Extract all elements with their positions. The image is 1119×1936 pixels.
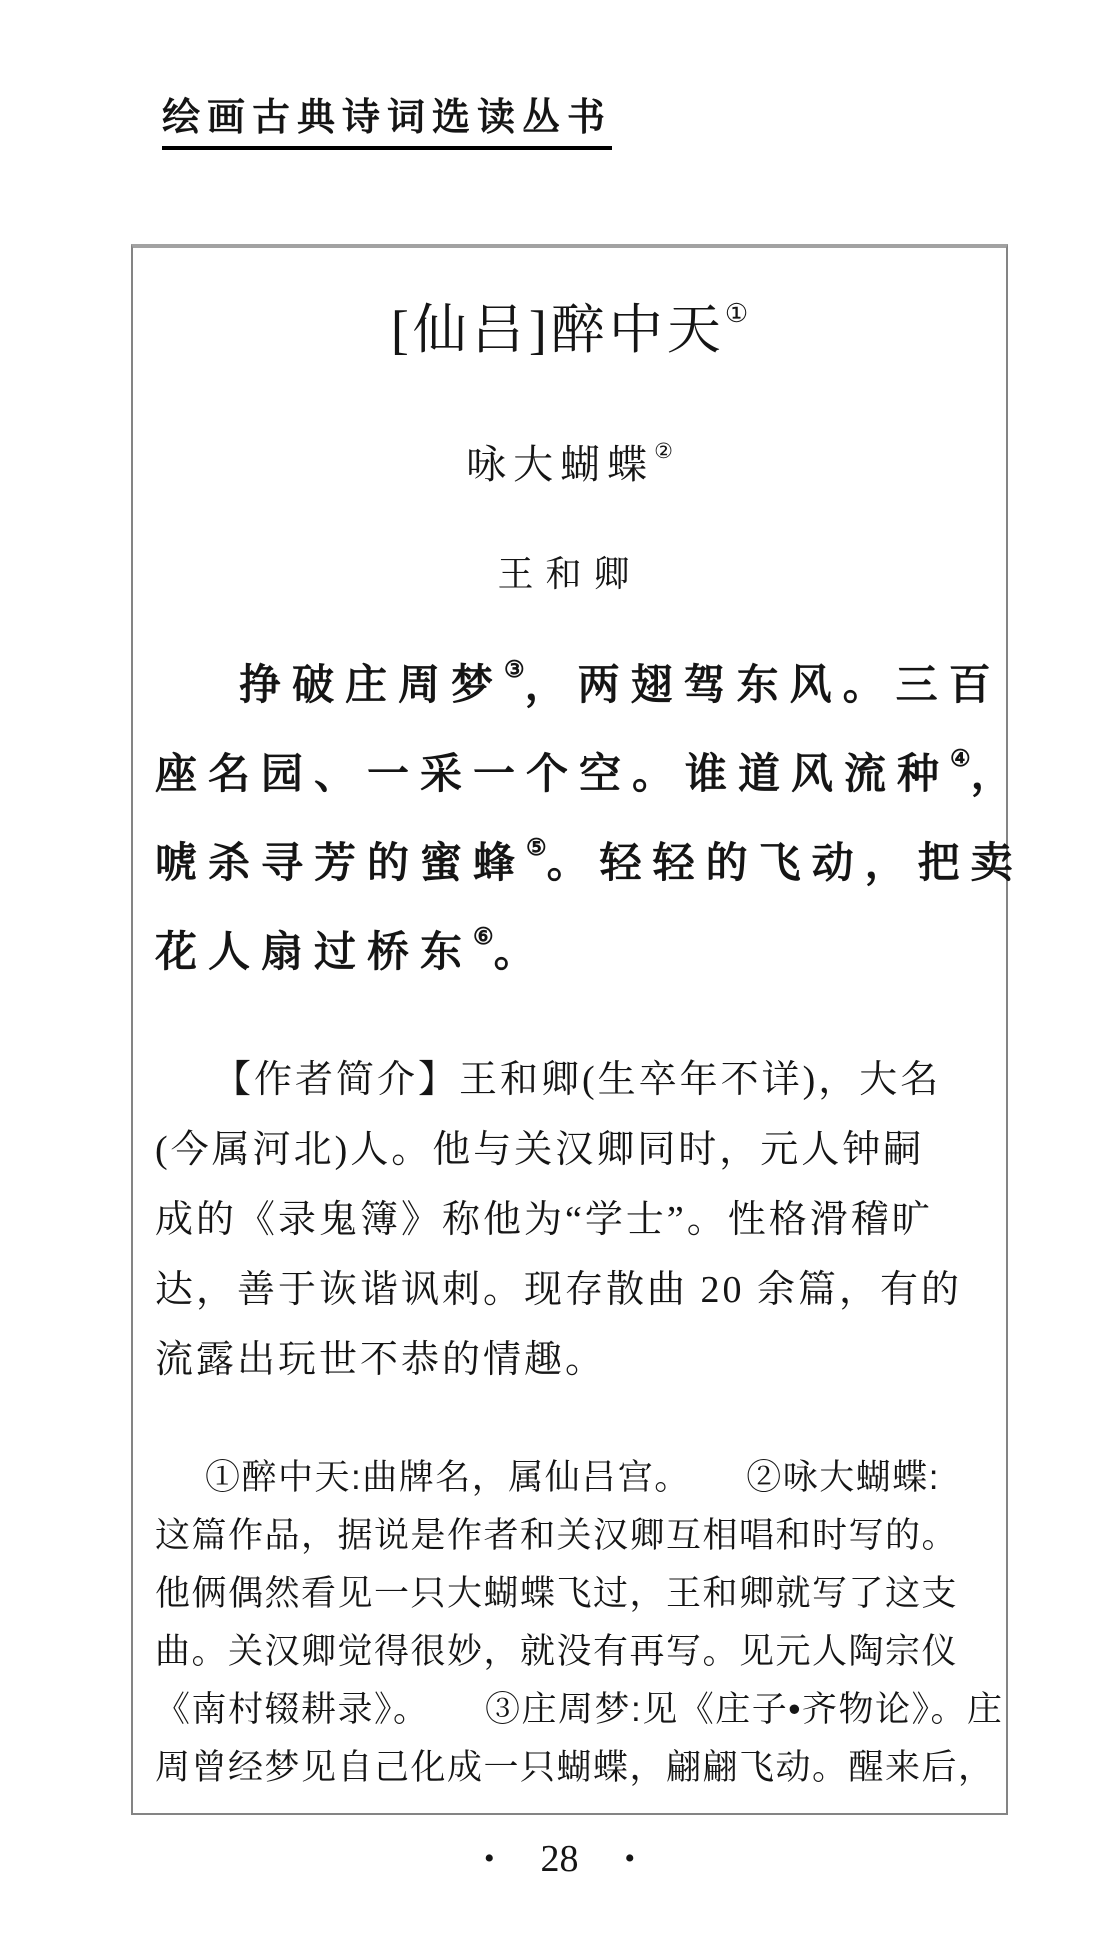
verse-text: 座名园、一采一个空。谁道风流种: [155, 751, 951, 798]
verse-block: [155, 637, 1024, 993]
verse-line: [155, 904, 984, 993]
annotation-line: 这篇作品，据说是作者和关汉卿互相唱和时写的。: [155, 1515, 959, 1555]
annotation-line: 《南村辍耕录》。 ③庄周梦:见《庄子•齐物论》。庄: [155, 1689, 1004, 1729]
verse-text: ，: [970, 751, 1024, 798]
verse-line: [155, 726, 1024, 815]
page-footer: [0, 1837, 1119, 1881]
verse-line: [155, 815, 1024, 904]
verse-text: ，两翅驾东风。三百: [524, 662, 1002, 709]
author-intro-line: 成的《录鬼簿》称他为“学士”。性格滑稽旷: [155, 1198, 933, 1241]
author-intro-line: 流露出玩世不恭的情趣。: [155, 1338, 607, 1381]
annotation-line: ①醉中天:曲牌名，属仙吕宫。 ②咏大蝴蝶:: [205, 1457, 940, 1497]
note-ref-2: ②: [654, 438, 673, 463]
poem-title: [155, 298, 984, 363]
footer-left-dot: •: [483, 1841, 495, 1875]
verse-text: 唬杀寻芳的蜜蜂: [155, 840, 527, 887]
poem-subtitle-text: 咏大蝴蝶: [466, 441, 655, 487]
verse-text: 。轻轻的飞动，把卖: [546, 840, 1024, 887]
annotation-line: 周曾经梦见自己化成一只蝴蝶，翩翩飞动。醒来后，: [155, 1747, 995, 1787]
note-ref-4: ④: [950, 746, 971, 772]
author-intro-line: 达，善于诙谐讽刺。现存散曲 20 余篇，有的: [155, 1268, 963, 1311]
author-intro-line: 【作者简介】王和卿(生卒年不详)，大名: [213, 1058, 942, 1101]
note-ref-6: ⑥: [473, 924, 494, 950]
author-intro-line: (今属河北)人。他与关汉卿同时，元人钟嗣: [155, 1128, 925, 1171]
author-intro-block: [155, 1045, 984, 1395]
annotation-line: 曲。关汉卿觉得很妙，就没有再写。见元人陶宗仪: [155, 1631, 959, 1671]
annotation-line: 他俩偶然看见一只大蝴蝶飞过，王和卿就写了这支: [155, 1573, 959, 1613]
note-ref-3: ③: [504, 657, 525, 683]
footer-right-dot: •: [624, 1841, 636, 1875]
verse-text: 挣破庄周梦: [239, 662, 505, 709]
poem-content-box: [131, 244, 1024, 1815]
poem-title-text: [仙吕]醉中天: [390, 300, 725, 360]
note-ref-1: ①: [724, 298, 749, 328]
poem-subtitle: [155, 433, 984, 490]
verse-line: [155, 637, 1002, 726]
note-ref-5: ⑤: [526, 835, 547, 861]
poem-author: 王和卿: [497, 553, 642, 594]
page-number: 28: [540, 1837, 579, 1880]
series-title: 绘画古典诗词选读丛书: [162, 86, 612, 150]
verse-text: 花人扇过桥东: [155, 929, 474, 976]
annotations-block: [155, 1449, 1004, 1797]
verse-text: 。: [493, 929, 547, 976]
